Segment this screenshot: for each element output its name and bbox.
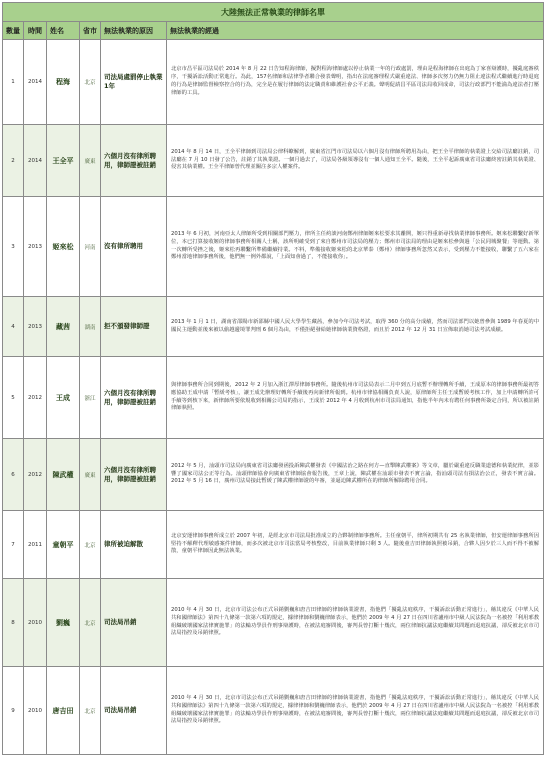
header-no: 數量 <box>3 22 24 40</box>
row-name: 陳武權 <box>47 439 80 511</box>
row-number: 8 <box>3 579 24 667</box>
table-row <box>3 40 544 125</box>
table-row <box>3 511 544 579</box>
header-detail: 無法執業的經過 <box>167 22 544 40</box>
header-year: 時間 <box>24 22 47 40</box>
table-row <box>3 667 544 755</box>
row-detail: 2012 年 5 月，汕頭市司法局向廣東省司法廳發函投訴陳武權發表《中國法治之路在何方—直擊陳武權案》等文章，屬於嚴重違反職業道德和執業紀律，並影響了國家司法公正等行為。汕頭律師協會向廣東省律師協會報告後，王章上說，陳武權在汕頭市發表不實言論，指汕頭司法有損法治公正，發表不實言論。2012 年 5 月 16 日，廣州司法局接此暫緩了陳武權律師證的年審，並逼迫陳武權所在的律師所解除聘用合同。 <box>167 439 544 511</box>
row-province: 廣東 <box>80 125 101 197</box>
row-year: 2011 <box>24 511 47 579</box>
row-detail: 2010 年 4 月 30 日，北京市司法公布正式吊銷劉巍和唐吉田律師的律師執業證書，指他們「擾亂法庭秩序，干擾訴訟活動正常進行」，稱其違反《中華人民共和國律師法》第四十九條第一款第六項的規定，據律律師和劉巍律師表示，他們於 2009 年 4 月 27 日在四川省瀘州市中級人民法院為一名被控「利用邪教組織破壞國家法律實施罪」的法輪功學員作刑事辯護時，在被法庭審問後，審判長曾打斷十幾次，兩位律師抗議法庭繼續其問題而退庭抗議，卻反被北京市司法局指控及吊銷律照。 <box>167 667 544 755</box>
row-detail: 北京安運律師事務所成立於 2007 年初，是經北京市司法局批准成立的合夥制律師事務所。主任童朝平，律所初期共有 25 名執業律師，但安運律師事務所因堅持不解釋代理敏感案件律師，而多次被北京市司法當局考核整改，目前執業律師只剩 3 人。隨後童吉田律師執照被吊銷，合夥人因少於三人而不得不被解散，童朝平律師因此無法執業。 <box>167 511 544 579</box>
row-name: 藏茜 <box>47 297 80 357</box>
row-province: 廣東 <box>80 439 101 511</box>
row-year: 2013 <box>24 297 47 357</box>
row-reason: 六個月沒有律所聘用，律師證被註銷 <box>101 439 167 511</box>
table-row <box>3 439 544 511</box>
row-number: 3 <box>3 197 24 297</box>
row-reason: 六個月沒有律所聘用，律師證被註銷 <box>101 125 167 197</box>
header-province: 省市 <box>80 22 101 40</box>
row-detail: 2010 年 4 月 30 日，北京市司法公布正式吊銷劉巍和唐吉田律師的律師執業證書，指他們「擾亂法庭秩序，干擾訴訟活動正常進行」，稱其違反《中華人民共和國律師法》第四十九條第一款第六項的規定，據律律師和劉巍律師表示，他們於 2009 年 4 月 27 日在四川省瀘州市中級人民法院為一名被控「利用邪教組織破壞國家法律實施罪」的法輪功學員作刑事辯護時，在被法庭審問後，審判長曾打斷十幾次，兩位律師抗議法庭繼續其問題而退庭抗議，卻反被北京市司法局指控及吊銷律照。 <box>167 579 544 667</box>
row-province: 北京 <box>80 579 101 667</box>
row-detail: 2013 年 1 月 1 日，湖南省邵陽市新邵縣中國人民大學學生藏茜，參加今年司法考試，取得 360 分的高分成績，然而司法部門以她曾參與 1989 年春夏的中國民主運動並後來被以偷越邊境罪判刑 6 個月為由，不僅拒絕發給她律師執業資格證，而且於 2012 年 12 月 31 日宣佈取消她司法考試成績。 <box>167 297 544 357</box>
row-reason: 律所被迫解散 <box>101 511 167 579</box>
row-province: 北京 <box>80 667 101 755</box>
row-number: 4 <box>3 297 24 357</box>
header-row <box>3 22 544 40</box>
header-name: 姓名 <box>47 22 80 40</box>
row-name: 程海 <box>47 40 80 125</box>
row-province: 浙江 <box>80 357 101 439</box>
row-reason: 司法局處罰停止執業1年 <box>101 40 167 125</box>
row-name: 童朝平 <box>47 511 80 579</box>
row-detail: 2013 年 6 月初，河南亞太人律師所受到相關部門壓力，律所主任約談河南鄭州律師姬來松要求其離開，姬只得重新尋找執業律師事務所。姬來松聯繫好新單位，本已打算接收姬的律師事務所相關人士稱，該所明確受到了來自鄭州市司法局的壓力；鄭州市司法局的理由是姬來松參與過「公民同城聚餐」等運動。第一次轉所受挫之後，姬來松再聯繫所準備繼續持業。不料，準備接收姬來松的北京華泰（鄭州）律師事務所忽然又表示，受到壓力不能接收，聯繫了五六家在鄭州當地律師事務所後，他們無一例外都說，「上面知會過了，不能接收你」。 <box>167 197 544 297</box>
row-year: 2010 <box>24 579 47 667</box>
row-name: 劉巍 <box>47 579 80 667</box>
table-title: 大陸無法正常執業的律師名單 <box>3 3 544 22</box>
row-detail: 2014 年 8 月 14 日，王全平律師到司法局公律科瞭解到，廣東省江門市司法局以六個月沒有律師所聘用為由，把王全平律師的執業證上交給司法廳註銷，司法廳在 7 月 10 日發了公告，註銷了其執業證。一個月過去了，司法局各級領導沒有一個人通知王全平。隨後，王全平起訴廣東省司法廳終密註銷其執業證、侵害其執業權。王全平律師曾代理並關注多宗人權案件。 <box>167 125 544 197</box>
row-reason: 拒不頒發律師證 <box>101 297 167 357</box>
lawyer-table <box>2 2 544 755</box>
table-row <box>3 197 544 297</box>
row-reason: 司法局吊銷 <box>101 667 167 755</box>
row-reason: 沒有律所聘用 <box>101 197 167 297</box>
row-province: 湖南 <box>80 297 101 357</box>
row-year: 2014 <box>24 40 47 125</box>
row-name: 王全平 <box>47 125 80 197</box>
table-row <box>3 579 544 667</box>
table-row <box>3 297 544 357</box>
row-number: 2 <box>3 125 24 197</box>
row-number: 6 <box>3 439 24 511</box>
row-name: 唐吉田 <box>47 667 80 755</box>
row-province: 北京 <box>80 40 101 125</box>
table-row <box>3 357 544 439</box>
row-year: 2010 <box>24 667 47 755</box>
row-number: 1 <box>3 40 24 125</box>
row-year: 2013 <box>24 197 47 297</box>
row-number: 5 <box>3 357 24 439</box>
row-reason: 司法局吊銷 <box>101 579 167 667</box>
row-detail: 北京市昌平區司法局於 2014 年 8 月 22 日告知程海律師，擬對程海律師處以停止執業一年的行政處罰，理由是程海律師在出庭為丁家喜辯護時，擾亂庭審秩序，干擾訴訟活動正常進行。為此，157名律師和法律學者聯合發表聲明，指出在法庭審理程式嚴重違法、律師多次努力仍無力阻止違法程式繼續進行時退庭的行為是律師監督檢察控合的行為，完全是在履行律師的法定職責和維護社會公平正義。聲明促請昌平區司法局收回成命，司法行政部門不能淪為違法者打壓律師的工具。 <box>167 40 544 125</box>
row-name: 王成 <box>47 357 80 439</box>
header-reason: 無法執業的原因 <box>101 22 167 40</box>
table-row <box>3 125 544 197</box>
row-reason: 六個月沒有律所聘用，律師證被註銷 <box>101 357 167 439</box>
row-year: 2012 <box>24 439 47 511</box>
row-province: 北京 <box>80 511 101 579</box>
row-detail: 與律師事務所合同到期後，2012 年 2 月加入浙江澤厚律師事務所。隨後杭州市司法局表示二月中到五月底暫不辦理轉所手續，王成原本的律師事務所最初答應協助王成申請「暫緩考核」，讓王成先辦理好轉所手續後再向新律所報到。杭州市律協相關負責人說，原律師所主任王成暫緩考核工作，加上申請轉所許可手續等到核下來，新律師所要依規收到相關公司局的指示，王成於 2012 年 4 月收到杭州市司法局通知，指他半年內未有聘任何事務所簽定合同，所以被註銷律師執照。 <box>167 357 544 439</box>
row-number: 9 <box>3 667 24 755</box>
row-province: 河南 <box>80 197 101 297</box>
row-name: 姬來松 <box>47 197 80 297</box>
row-year: 2012 <box>24 357 47 439</box>
row-number: 7 <box>3 511 24 579</box>
row-year: 2014 <box>24 125 47 197</box>
